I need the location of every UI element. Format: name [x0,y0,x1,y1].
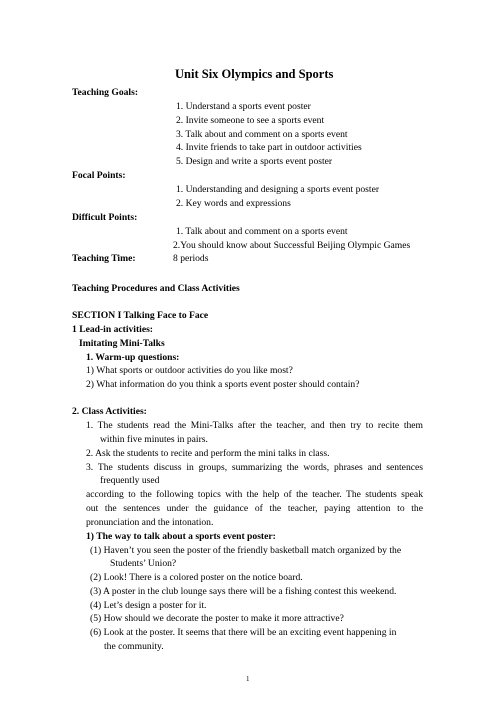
procedures-heading: Teaching Procedures and Class Activities [72,283,240,294]
difficult-points-label: Difficult Points: [72,212,138,223]
poster-sentence: (1) Haven’t you seen the poster of the friendly basketball match organized by the [90,545,402,556]
document-title: Unit Six Olympics and Sports [175,67,334,81]
activity-3-line2: frequently used [100,475,160,486]
activity-paragraph-line: according to the following topics with the help of the teacher. The students speak [86,489,423,500]
poster-talk-heading: 1) The way to talk about a sports event poster: [86,531,276,542]
teaching-goal-item: 2. Invite someone to see a sports event [176,115,325,126]
teaching-goal-item: 4. Invite friends to take part in outdoor activities [176,142,362,153]
warmup-question: 1) What sports or outdoor activities do you like most? [86,365,293,376]
teaching-goal-item: 3. Talk about and comment on a sports event [176,129,348,140]
activity-3-line1: 3. The students discuss in groups, summarizing the words, phrases and sentences [86,462,423,473]
poster-sentence: (3) A poster in the club lounge says there will be a fishing contest this weekend. [90,586,397,597]
poster-sentence-continued: the community. [104,641,164,652]
class-activities-heading: 2. Class Activities: [72,406,147,417]
section-heading: SECTION I Talking Face to Face [72,310,209,321]
lead-in-heading: 1 Lead-in activities: [72,324,154,335]
difficult-point-item: 2.You should know about Successful Beijing Olympic Games [173,240,411,251]
warmup-question: 2) What information do you think a sports event poster should contain? [86,379,360,390]
teaching-goal-item: 5. Design and write a sports event poster [176,156,333,167]
teaching-time-value: 8 periods [173,253,209,264]
warmup-heading: 1. Warm-up questions: [86,352,180,363]
activity-1-line2: within five minutes in pairs. [100,434,208,445]
activity-paragraph-line: out the sentences under the guidance of the teacher, paying attention to the [86,503,423,514]
poster-sentence-continued: Students’ Union? [110,558,177,569]
focal-point-item: 2. Key words and expressions [176,198,291,209]
poster-sentence: (4) Let’s design a poster for it. [90,600,207,611]
teaching-goal-item: 1. Understand a sports event poster [176,101,311,112]
poster-sentence: (5) How should we decorate the poster to make it more attractive? [90,613,344,624]
activity-1-line1: 1. The students read the Mini-Talks after the teacher, and then try to recite them [86,420,423,431]
activity-paragraph-line: pronunciation and the intonation. [86,517,214,528]
lead-in-subheading: Imitating Mini-Talks [79,338,165,349]
poster-sentence: (2) Look! There is a colored poster on the notice board. [90,572,303,583]
page-number: 1 [246,675,250,683]
focal-point-item: 1. Understanding and designing a sports event poster [176,184,380,195]
poster-sentence: (6) Look at the poster. It seems that there will be an exciting event happening in [90,627,397,638]
activity-2: 2. Ask the students to recite and perform the mini talks in class. [86,448,330,459]
difficult-point-item: 1. Talk about and comment on a sports event [176,226,348,237]
focal-points-label: Focal Points: [72,170,126,181]
teaching-time-label: Teaching Time: [72,253,136,264]
teaching-goals-label: Teaching Goals: [72,87,139,98]
